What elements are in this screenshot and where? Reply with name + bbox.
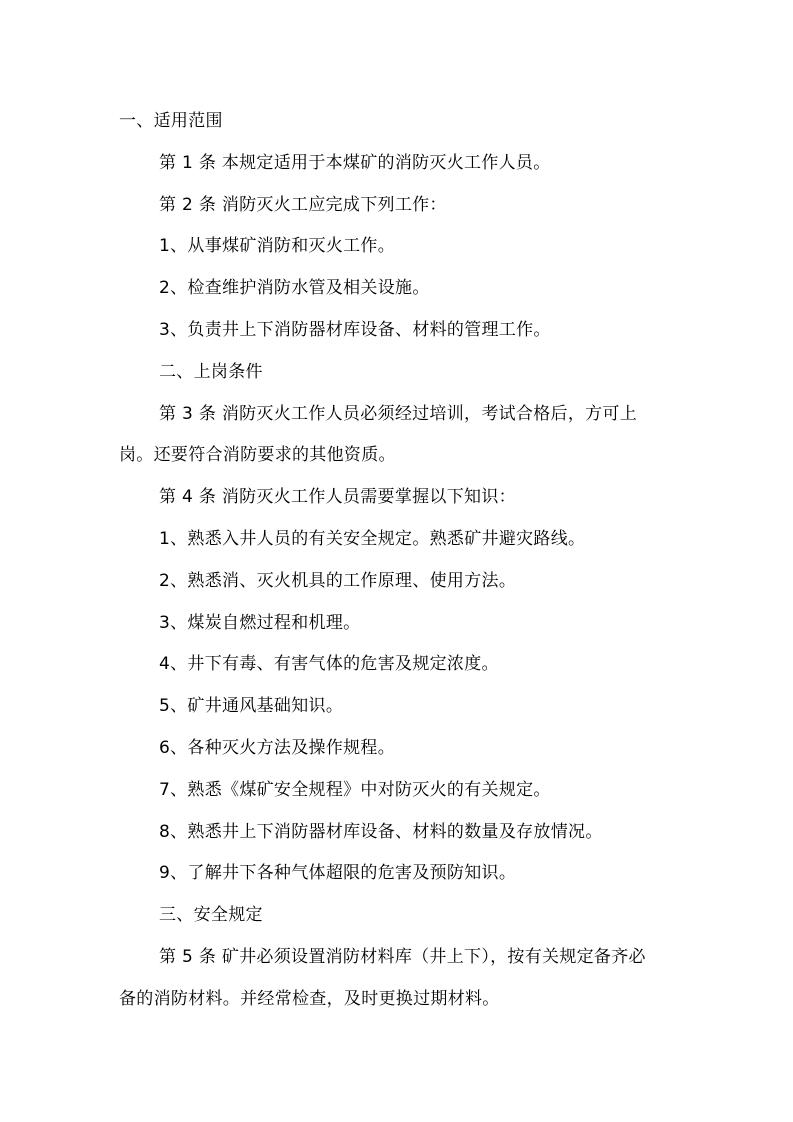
article-5-continued: 备的消防材料。并经常检查，及时更换过期材料。	[119, 988, 500, 1009]
article-3: 第 3 条 消防灭火工作人员必须经过培训，考试合格后，方可上	[159, 403, 638, 424]
article-5: 第 5 条 矿井必须设置消防材料库（井上下），按有关规定备齐必	[159, 946, 646, 967]
list-item: 7、熟悉《煤矿安全规程》中对防灭火的有关规定。	[159, 779, 551, 800]
article-2: 第 2 条 消防灭火工应完成下列工作：	[159, 194, 447, 215]
list-item: 4、井下有毒、有害气体的危害及规定浓度。	[159, 654, 499, 675]
document-body	[119, 101, 679, 1021]
article-3-continued: 岗。还要符合消防要求的其他资质。	[119, 445, 396, 466]
list-item: 2、检查维护消防水管及相关设施。	[159, 278, 430, 299]
list-item: 1、熟悉入井人员的有关安全规定。熟悉矿井避灾路线。	[159, 528, 586, 549]
list-item: 5、矿井通风基础知识。	[159, 696, 344, 717]
list-item: 2、熟悉消、灭火机具的工作原理、使用方法。	[159, 570, 517, 591]
list-item: 8、熟悉井上下消防器材库设备、材料的数量及存放情况。	[159, 821, 603, 842]
section-heading: 三、安全规定	[159, 905, 263, 926]
list-item: 6、各种灭火方法及操作规程。	[159, 737, 396, 758]
section-heading: 二、上岗条件	[159, 361, 263, 382]
list-item: 3、煤炭自燃过程和机理。	[159, 612, 361, 633]
article-1: 第 1 条 本规定适用于本煤矿的消防灭火工作人员。	[159, 152, 551, 173]
article-4: 第 4 条 消防灭火工作人员需要掌握以下知识：	[159, 487, 516, 508]
list-item: 3、负责井上下消防器材库设备、材料的管理工作。	[159, 319, 551, 340]
section-heading: 一、适用范围	[119, 111, 223, 131]
list-item: 9、了解井下各种气体超限的危害及预防知识。	[159, 863, 517, 884]
list-item: 1、从事煤矿消防和灭火工作。	[159, 236, 396, 257]
